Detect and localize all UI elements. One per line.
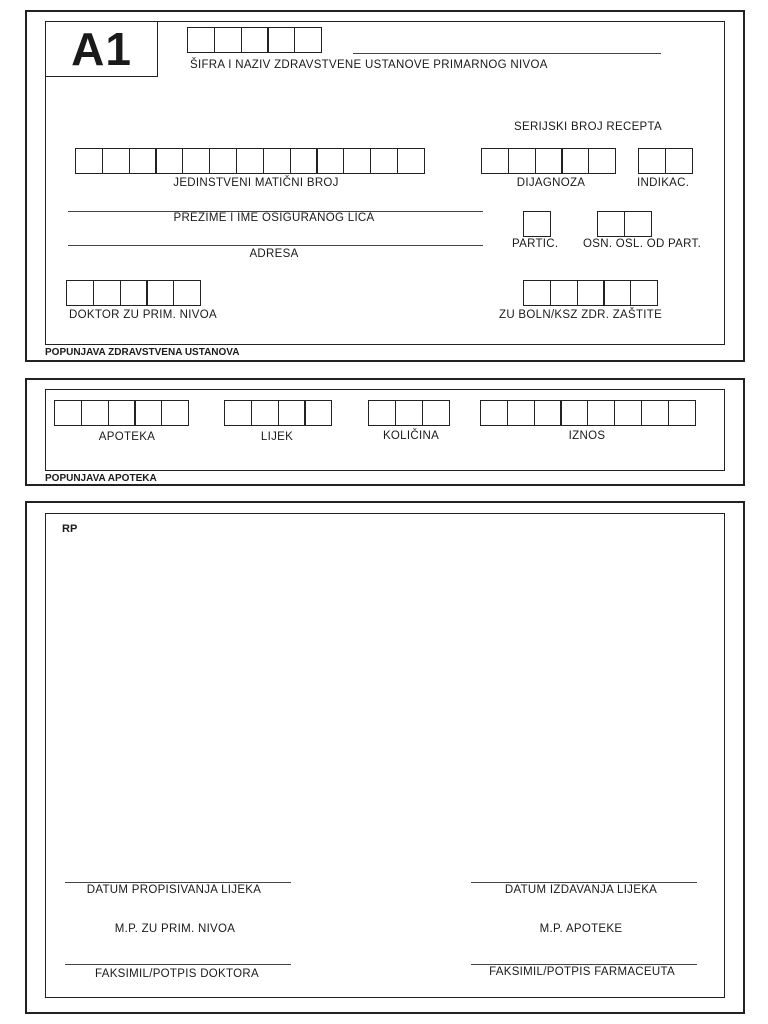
name-label: PREZIME I IME OSIGURANOG LICA [173, 212, 375, 224]
exempt-label: OSN. OSL. OD PART. [583, 238, 702, 250]
address-line[interactable] [68, 245, 483, 246]
indication-label: INDIKAC. [637, 177, 690, 189]
lijek-label: LIJEK [260, 431, 294, 443]
section1-label: POPUNJAVA ZDRAVSTVENA USTANOVA [45, 347, 240, 358]
apoteka-boxes[interactable] [54, 400, 189, 426]
form-code: A1 [46, 22, 158, 77]
institution-label: ŠIFRA I NAZIV ZDRAVSTVENE USTANOVE PRIMARNOG NIVOA [190, 59, 548, 71]
date-issued-label: DATUM IZDAVANJA LIJEKA [504, 884, 658, 896]
institution-name-line[interactable] [353, 53, 661, 54]
institution-code-boxes[interactable] [187, 27, 322, 53]
stamp-primary-label: M.P. ZU PRIM. NIVOA [114, 923, 236, 935]
date-prescribed-label: DATUM PROPISIVANJA LIJEKA [86, 884, 262, 896]
section2-label: POPUNJAVA APOTEKA [45, 473, 157, 484]
exempt-boxes[interactable] [597, 211, 652, 237]
rp-label: RP [62, 523, 78, 535]
serial-number-label: SERIJSKI BROJ RECEPTA [514, 121, 662, 133]
partic-label: PARTIC. [512, 238, 559, 250]
doctor-signature-label: FAKSIMIL/POTPIS DOKTORA [95, 968, 259, 980]
apoteka-label: APOTEKA [98, 431, 156, 443]
pharmacist-signature-label: FAKSIMIL/POTPIS FARMACEUTA [489, 966, 675, 978]
indication-boxes[interactable] [638, 148, 693, 174]
hospital-boxes[interactable] [523, 280, 658, 306]
diagnosis-boxes[interactable] [481, 148, 616, 174]
pharmacist-signature-line[interactable] [471, 964, 697, 965]
iznos-label: IZNOS [568, 430, 606, 442]
diagnosis-label: DIJAGNOZA [516, 177, 586, 189]
doctor-signature-line[interactable] [65, 964, 291, 965]
lijek-boxes[interactable] [224, 400, 332, 426]
iznos-boxes[interactable] [480, 400, 696, 426]
jmbg-label: JEDINSTVENI MATIČNI BROJ [173, 177, 339, 189]
kolicina-boxes[interactable] [368, 400, 450, 426]
jmbg-boxes[interactable] [75, 148, 425, 174]
address-label: ADRESA [249, 248, 299, 260]
hospital-label: ZU BOLN/KSZ ZDR. ZAŠTITE [499, 309, 663, 321]
stamp-pharmacy-label: M.P. APOTEKE [539, 923, 623, 935]
partic-box[interactable] [523, 211, 551, 237]
kolicina-label: KOLIČINA [382, 430, 440, 442]
date-prescribed-line[interactable] [65, 882, 291, 883]
date-issued-line[interactable] [471, 882, 697, 883]
doctor-label: DOKTOR ZU PRIM. NIVOA [69, 309, 217, 321]
doctor-boxes[interactable] [66, 280, 201, 306]
